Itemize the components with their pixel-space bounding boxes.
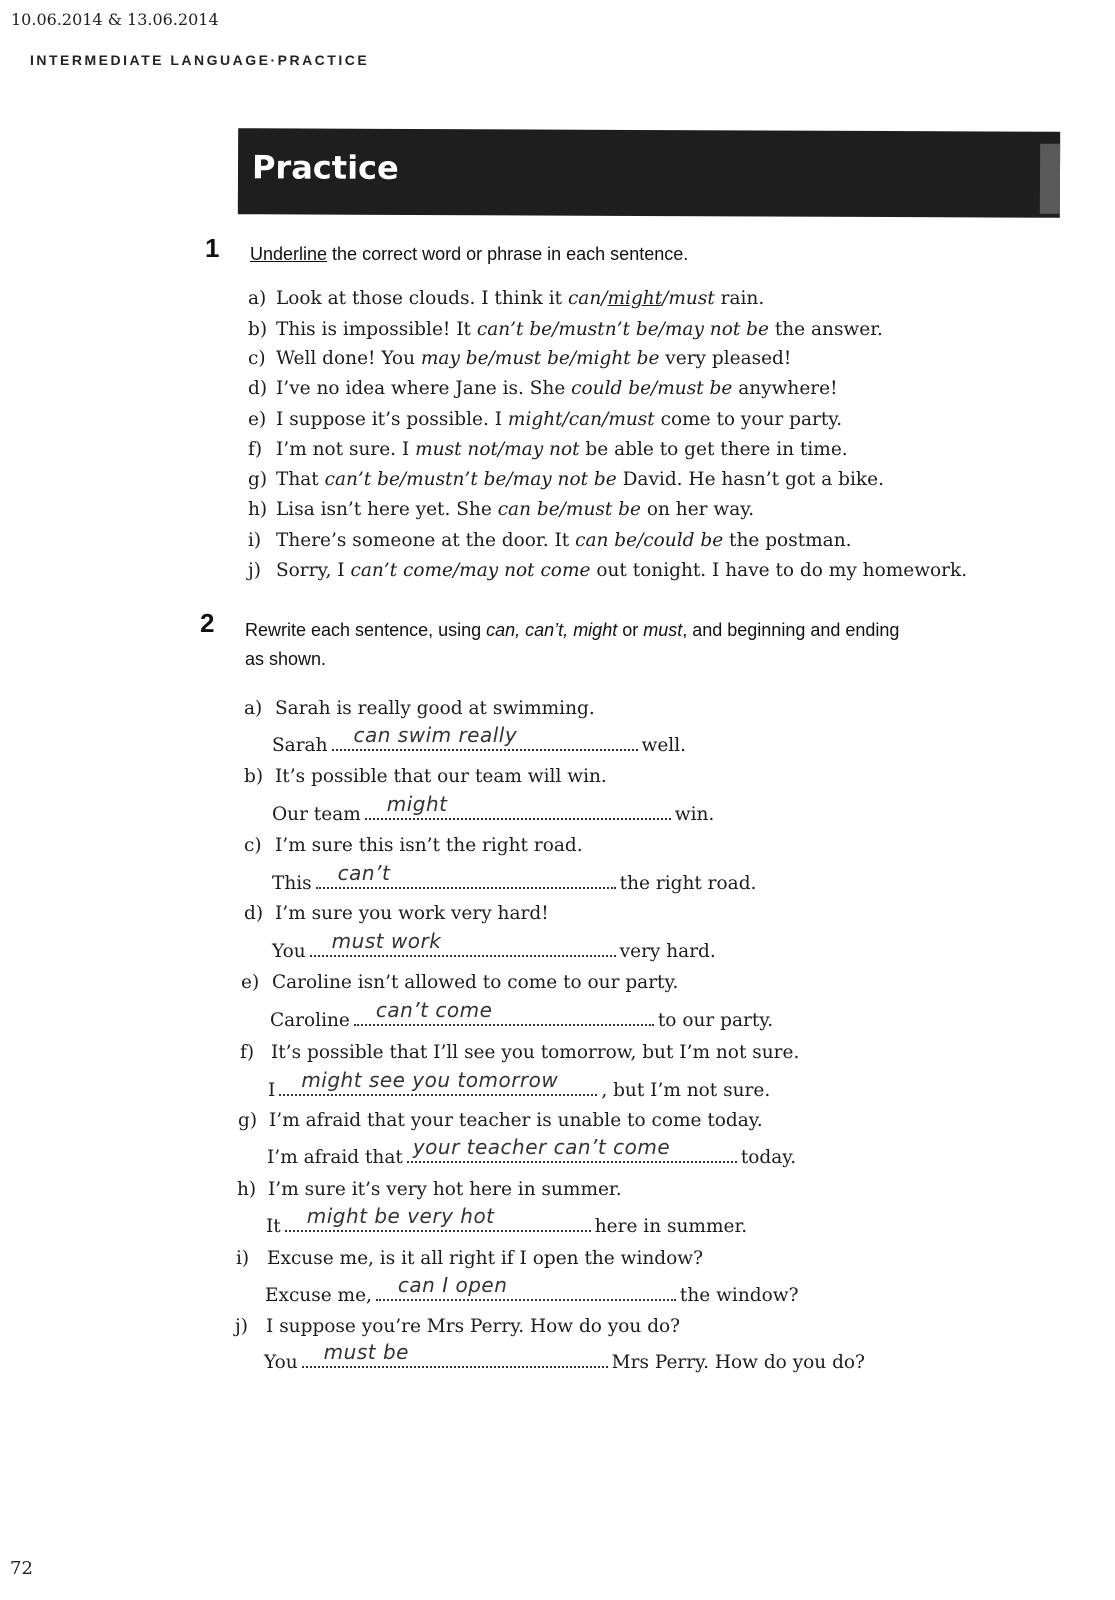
item-label: e)	[248, 409, 267, 430]
handwritten-answer: might see you tomorrow	[301, 1068, 559, 1092]
item-options: might/can/must	[507, 409, 655, 430]
handwritten-answer: can’t come	[375, 998, 493, 1022]
ex2-item-a-sentence	[244, 697, 595, 721]
item-sentence: I suppose you’re Mrs Perry. How do you do?	[266, 1316, 681, 1337]
ex1-item-e	[248, 408, 842, 432]
answer-line	[302, 1340, 608, 1368]
item-text: There’s someone at the door. It	[276, 530, 576, 551]
ex2-item-d-rewrite	[272, 929, 716, 964]
banner-title: Practice	[251, 148, 399, 187]
ex2-item-i-sentence	[236, 1247, 703, 1271]
item-text: anywhere!	[732, 378, 838, 399]
item-text: I suppose it’s possible. I	[276, 409, 508, 430]
ex2-item-c-rewrite	[272, 861, 757, 896]
ex1-item-g	[248, 468, 884, 492]
item-text: very pleased!	[659, 348, 792, 369]
instruction-text: the correct word or phrase in each sentence.	[327, 244, 689, 264]
book-title: INTERMEDIATE LANGUAGE·PRACTICE	[30, 52, 370, 68]
item-text: Lisa isn’t here yet. She	[276, 499, 498, 520]
rewrite-start: You	[272, 941, 306, 962]
item-label: b)	[244, 766, 264, 787]
handwritten-answer: must work	[331, 929, 442, 953]
instruction-text: , and beginning and ending	[682, 620, 900, 640]
item-text: I’ve no idea where Jane is. She	[276, 378, 572, 399]
instruction-modal: must	[643, 620, 683, 640]
item-label: d)	[248, 378, 268, 399]
item-label: b)	[248, 319, 268, 340]
ex1-item-f	[248, 438, 848, 462]
instruction-underline-word: Underline	[250, 244, 328, 264]
item-sentence: Caroline isn’t allowed to come to our party.	[272, 972, 679, 993]
item-label: j)	[235, 1316, 248, 1337]
item-label: j)	[248, 560, 261, 581]
ex2-item-b-rewrite	[272, 792, 715, 827]
handwritten-answer: might be very hot	[306, 1204, 495, 1228]
item-sentence: I’m sure you work very hard!	[275, 903, 549, 924]
item-label: g)	[238, 1110, 258, 1131]
answer-line	[365, 792, 671, 820]
rewrite-start: It	[266, 1216, 281, 1237]
answer-line	[279, 1068, 597, 1096]
item-text: That	[276, 469, 325, 490]
item-text: Sorry, I	[276, 560, 351, 581]
item-options: must not/may not	[415, 439, 580, 460]
rewrite-start: Caroline	[270, 1010, 350, 1031]
item-label: h)	[248, 499, 268, 520]
answer-line	[310, 929, 616, 957]
answer-line	[354, 998, 654, 1026]
item-options: can’t be/mustn’t be/may not be	[476, 319, 769, 340]
ex1-item-i	[248, 529, 852, 553]
ex2-item-h-sentence	[237, 1178, 622, 1202]
rewrite-end: win.	[674, 804, 715, 825]
answer-line	[285, 1204, 591, 1232]
ex2-item-i-rewrite	[265, 1273, 799, 1308]
item-label: d)	[244, 903, 264, 924]
ex1-item-a	[248, 287, 764, 311]
ex1-item-b	[248, 318, 883, 342]
item-options: can’t be/mustn’t be/may not be	[324, 469, 617, 490]
exercise-1-instruction	[250, 240, 688, 269]
answer-line	[316, 861, 616, 889]
handwritten-answer: your teacher can’t come	[412, 1135, 671, 1159]
ex2-item-h-rewrite	[266, 1204, 748, 1239]
item-options: can’t come/may not come	[350, 560, 591, 581]
exercise-1-number: 1	[205, 233, 220, 263]
practice-banner	[238, 128, 1060, 218]
item-text: the answer.	[768, 319, 883, 340]
item-text: the postman.	[723, 530, 852, 551]
instruction-text: or	[617, 620, 644, 640]
answer-line	[332, 723, 638, 751]
instruction-text: as shown.	[245, 649, 327, 669]
item-label: f)	[248, 439, 263, 460]
rewrite-end: today.	[740, 1147, 797, 1168]
item-text: out tonight. I have to do my homework.	[590, 560, 968, 581]
ex1-item-h	[248, 498, 754, 522]
item-sentence: I’m afraid that your teacher is unable to come today.	[269, 1110, 763, 1131]
exercise-2-instruction	[245, 616, 1035, 674]
item-text: I’m not sure. I	[276, 439, 416, 460]
instruction-text: Rewrite each sentence, using	[245, 620, 487, 640]
item-options: may be/must be/might be	[420, 348, 660, 369]
rewrite-start: I’m afraid that	[267, 1147, 403, 1168]
rewrite-start: This	[272, 873, 312, 894]
item-sentence: Excuse me, is it all right if I open the window?	[267, 1248, 704, 1269]
ex2-item-c-sentence	[244, 834, 583, 858]
rewrite-end: the right road.	[619, 873, 757, 894]
instruction-modals: can, can’t, might	[486, 620, 618, 640]
handwritten-answer: can’t	[337, 861, 391, 885]
item-option: can/	[567, 288, 608, 309]
item-label: c)	[244, 835, 262, 856]
ex2-item-g-rewrite	[267, 1135, 797, 1170]
item-options: can be/must be	[497, 499, 641, 520]
item-label: a)	[248, 288, 267, 309]
item-sentence: It’s possible that our team will win.	[275, 766, 607, 787]
handwritten-answer: might	[386, 792, 448, 816]
item-text: This is impossible! It	[276, 319, 477, 340]
rewrite-end: Mrs Perry. How do you do?	[611, 1352, 865, 1373]
item-options: can be/could be	[575, 530, 724, 551]
rewrite-end: well.	[641, 735, 686, 756]
rewrite-end: to our party.	[657, 1010, 774, 1031]
rewrite-start: Sarah	[272, 735, 328, 756]
ex1-item-c	[248, 347, 791, 371]
handwritten-answer: can I open	[397, 1273, 508, 1297]
rewrite-start: Our team	[272, 804, 361, 825]
item-sentence: It’s possible that I’ll see you tomorrow, but I’m not sure.	[271, 1042, 800, 1063]
ex2-item-j-rewrite	[264, 1340, 865, 1375]
item-text: on her way.	[640, 499, 755, 520]
answer-line	[407, 1135, 737, 1163]
item-label: c)	[248, 348, 266, 369]
item-sentence: I’m sure it’s very hot here in summer.	[268, 1179, 622, 1200]
item-label: i)	[236, 1248, 250, 1269]
item-options: could be/must be	[571, 378, 733, 399]
rewrite-end: here in summer.	[594, 1216, 748, 1237]
item-label: g)	[248, 469, 268, 490]
ex2-item-a-rewrite	[272, 723, 686, 758]
ex1-item-d	[248, 377, 838, 401]
item-sentence: Sarah is really good at swimming.	[275, 698, 595, 719]
item-text: David. He hasn’t got a bike.	[616, 469, 884, 490]
rewrite-end: very hard.	[619, 941, 716, 962]
page-number: 72	[10, 1558, 33, 1579]
item-label: f)	[240, 1042, 255, 1063]
item-text: come to your party.	[654, 409, 843, 430]
item-text: be able to get there in time.	[579, 439, 848, 460]
rewrite-start: Excuse me,	[265, 1285, 372, 1306]
rewrite-start: I	[268, 1080, 276, 1101]
ex2-item-g-sentence	[238, 1109, 763, 1133]
rewrite-end: the window?	[679, 1285, 799, 1306]
ex2-item-f-rewrite	[268, 1068, 771, 1103]
item-text: rain.	[714, 288, 765, 309]
ex2-item-e-sentence	[241, 971, 678, 995]
banner-edge	[1040, 144, 1060, 214]
ex2-item-d-sentence	[244, 902, 549, 926]
rewrite-start: You	[264, 1352, 298, 1373]
exercise-2-number: 2	[200, 608, 215, 638]
item-option: /must	[662, 288, 715, 309]
ex1-item-j	[248, 559, 967, 583]
item-label: i)	[248, 530, 262, 551]
date-note: 10.06.2014 & 13.06.2014	[11, 10, 219, 29]
ex2-item-f-sentence	[240, 1041, 799, 1065]
item-text: Well done! You	[276, 348, 421, 369]
item-label: e)	[241, 972, 260, 993]
handwritten-answer: can swim really	[353, 723, 518, 747]
ex2-item-e-rewrite	[270, 998, 774, 1033]
item-option-underlined: might	[607, 288, 663, 309]
ex2-item-j-sentence	[235, 1315, 680, 1339]
answer-line	[376, 1273, 676, 1301]
item-text: Look at those clouds. I think it	[276, 288, 568, 309]
ex2-item-b-sentence	[244, 765, 607, 789]
item-label: a)	[244, 698, 263, 719]
item-sentence: I’m sure this isn’t the right road.	[275, 835, 583, 856]
rewrite-end: , but I’m not sure.	[601, 1080, 771, 1101]
handwritten-answer: must be	[323, 1340, 409, 1364]
item-label: h)	[237, 1179, 257, 1200]
